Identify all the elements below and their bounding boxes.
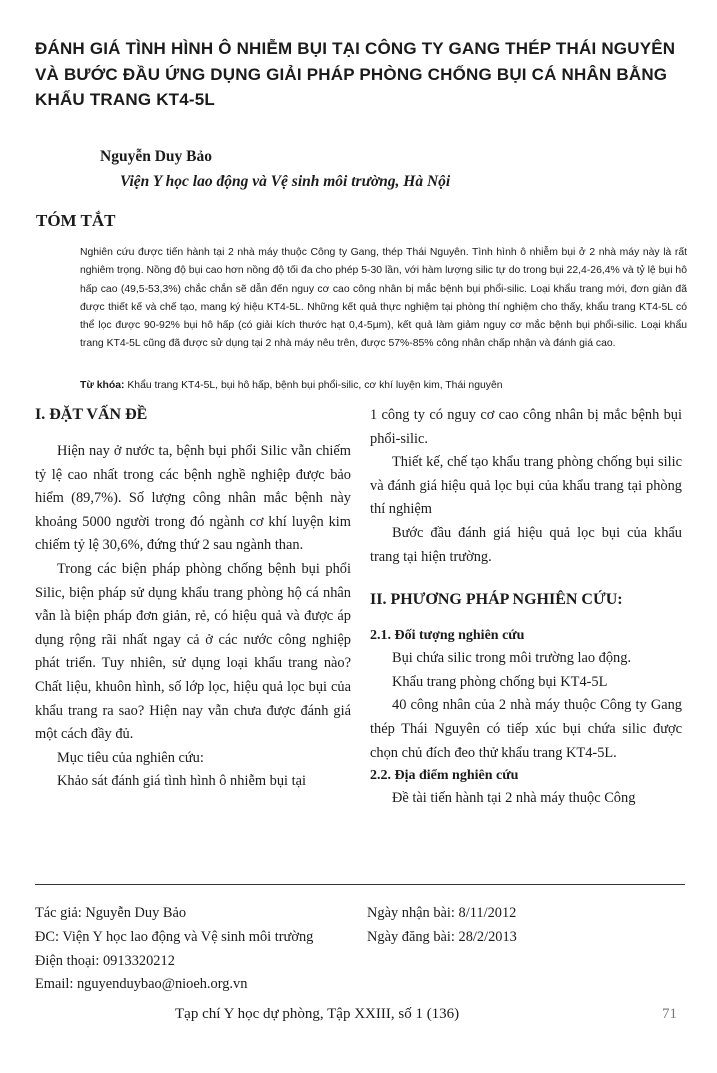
section-heading-introduction: I. ĐẶT VẤN ĐỀ [35, 406, 148, 423]
published-date: Ngày đăng bài: 28/2/2013 [367, 928, 517, 945]
footer-address: ĐC: Viện Y học lao động và Vệ sinh môi trường [35, 928, 314, 945]
intro-paragraph-objective-1: Khảo sát đánh giá tình hình ô nhiễm bụi tại [57, 773, 306, 790]
methods-paragraph-2: Khẩu trang phòng chống bụi KT4-5L [392, 673, 608, 690]
subsection-heading-subjects: 2.1. Đối tượng nghiên cứu [370, 628, 525, 644]
intro-paragraph-objective-3: Bước đầu đánh giá hiệu quả lọc bụi của khẩu trang tại hiện trường. [370, 524, 682, 565]
intro-paragraph-objective-2: Thiết kế, chế tạo khẩu trang phòng chống bụi silic và đánh giá hiệu quả lọc bụi của khẩu trang tại phòng thí nghiệm [370, 454, 682, 518]
dates-block [367, 902, 517, 950]
page-number: 71 [662, 1006, 677, 1022]
footer-phone: Điện thoại: 0913320212 [35, 952, 175, 969]
abstract-text: Nghiên cứu được tiến hành tại 2 nhà máy thuộc Công ty Gang, thép Thái Nguyên. Tình hình ô nhiễm bụi ở 2 nhà máy này là rất nghiêm trọng. Nồng độ bụi cao hơn nồng độ tối đa cho phép 5-30 lần, với hàm lượng silic tự do trong bụi 22,4-26,4% và tỷ lệ bụi hô hấp cao (49,5-53,3%) chắc chắn sẽ dẫn đến nguy cơ cao công nhân bị mắc bệnh bụi phổi-silic. Loại khẩu trang mới, đơn giản đã được thiết kế và chế tạo, mang ký hiệu KT4-5L. Những kết quả thực nghiệm tại phòng thí nghiệm cho thấy, khẩu trang KT4-5L có thể lọc được 90-92% bụi hô hấp (có giải kích thước hạt 0,4-5µm), kết quả làm giảm nguy cơ mắc bệnh bụi phổi-silic. Loại khẩu trang KT4-5L cũng đã được sử dụng tại 2 nhà máy nêu trên, được 57%-85% công nhân chấp nhận và đánh giá cao. [80, 247, 687, 350]
objective-1-continued: 1 công ty có nguy cơ cao công nhân bị mắc bệnh bụi phổi-silic. [370, 407, 682, 447]
abstract-heading: TÓM TẮT [36, 211, 116, 230]
footer-author: Tác giả: Nguyễn Duy Bảo [35, 905, 187, 921]
author-name: Nguyễn Duy Bảo [100, 148, 212, 165]
footer-email: Email: nguyenduybao@nioeh.org.vn [35, 976, 248, 993]
subsection-heading-location: 2.2. Địa điểm nghiên cứu [370, 768, 519, 784]
section-heading-methods: II. PHƯƠNG PHÁP NGHIÊN CỨU: [370, 591, 623, 609]
methods-paragraph-3: 40 công nhân của 2 nhà máy thuộc Công ty Gang thép Thái Nguyên có tiếp xúc bụi chứa silic được chọn chủ đích đeo thử khẩu trang KT4-5L. [370, 697, 682, 761]
keywords-line [80, 377, 687, 395]
footer-divider [35, 884, 685, 885]
right-column [370, 404, 682, 811]
received-date: Ngày nhận bài: 8/11/2012 [367, 905, 517, 921]
journal-citation: Tạp chí Y học dự phòng, Tập XXIII, số 1 (136) [175, 1006, 460, 1022]
methods-paragraph-4: Đề tài tiến hành tại 2 nhà máy thuộc Công [392, 790, 636, 807]
intro-paragraph-1: Hiện nay ở nước ta, bệnh bụi phổi Silic vẫn chiếm tỷ lệ cao nhất trong các bệnh nghề nghiệp được bảo hiểm (89,7%). Số lượng công nhân mắc bệnh này khoảng 5000 người trong đó ngành cơ khí luyện kim chiếm tỷ lệ 30,6%, đứng thứ 2 sau ngành than. [35, 443, 351, 554]
left-column [35, 404, 351, 794]
author-affiliation: Viện Y học lao động và Vệ sinh môi trường, Hà Nội [120, 173, 451, 190]
methods-paragraph-1: Bụi chứa silic trong môi trường lao động. [392, 650, 632, 667]
author-contact-block [35, 902, 313, 997]
intro-paragraph-objectives: Mục tiêu của nghiên cứu: [57, 749, 204, 766]
keywords-text: Khẩu trang KT4-5L, bụi hô hấp, bệnh bụi phổi-silic, cơ khí luyện kim, Thái nguyên [127, 380, 503, 391]
paper-title: ĐÁNH GIÁ TÌNH HÌNH Ô NHIỄM BỤI TẠI CÔNG TY GANG THÉP THÁI NGUYÊN VÀ BƯỚC ĐẦU ỨNG DỤNG GIẢI PHÁP PHÒNG CHỐNG BỤI CÁ NHÂN BẰNG KHẨU TRANG KT4-5L [35, 39, 676, 109]
intro-paragraph-2: Trong các biện pháp phòng chống bệnh bụi phổi Silic, biện pháp sử dụng khẩu trang phòng hộ cá nhân vẫn là biện pháp đơn giản, rẻ, có hiệu quả và được áp dụng rộng rãi nhất ngay cả ở các nước công nghiệp phát triển. Tuy nhiên, sử dụng loại khẩu trang nào? Chất liệu, khuôn hình, số lớp lọc, hiệu quả lọc bụi của khẩu trang ra sao? Hiện nay vẫn chưa được đánh giá một cách đầy đủ. [35, 560, 351, 743]
keywords-label: Từ khóa: [80, 380, 125, 391]
